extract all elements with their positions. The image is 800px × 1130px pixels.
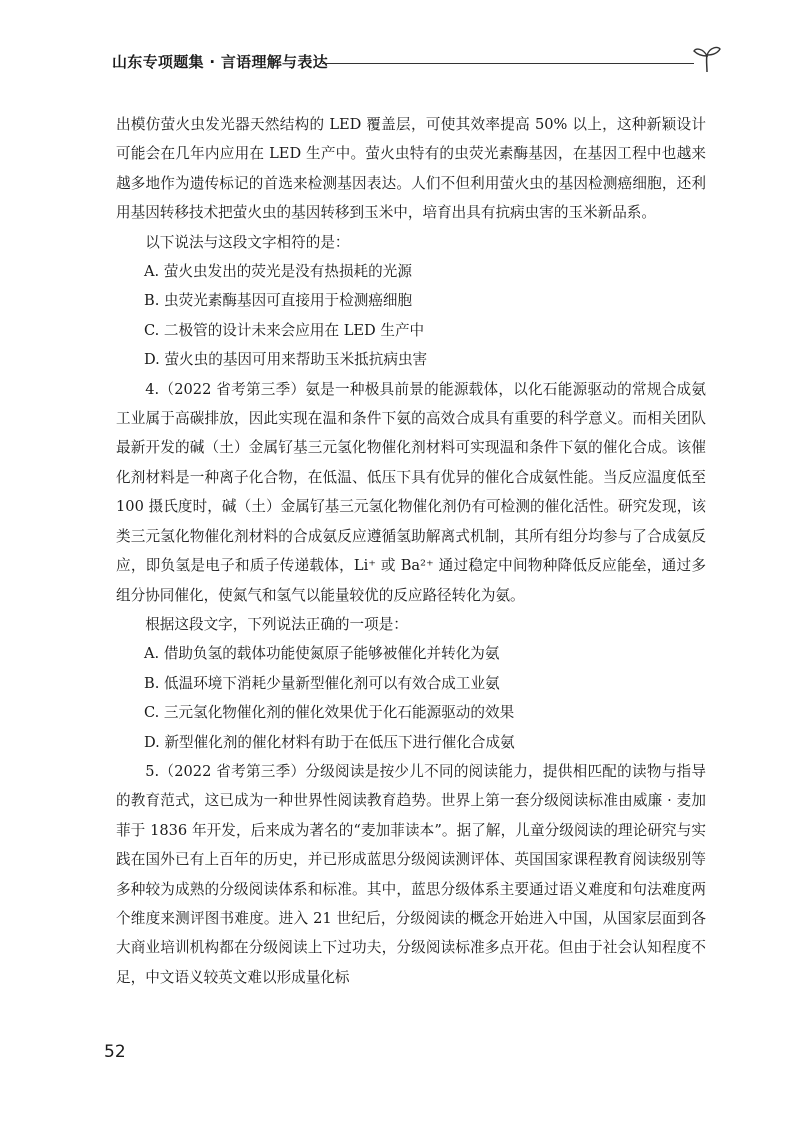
page-number: 52 bbox=[104, 1042, 126, 1062]
question-3-option-d: D. 萤火虫的基因可用来帮助玉米抵抗病虫害 bbox=[144, 351, 428, 369]
sprout-icon bbox=[690, 42, 724, 76]
question-3-option-c: C. 二极管的设计未来会应用在 LED 生产中 bbox=[144, 321, 425, 339]
question-4-option-b: B. 低温环境下消耗少量新型催化剂可以有效合成工业氨 bbox=[144, 674, 500, 692]
running-header bbox=[112, 48, 718, 78]
question-4-option-d: D. 新型催化剂的催化材料有助于在低压下进行催化合成氨 bbox=[144, 733, 515, 751]
page-content bbox=[116, 110, 706, 992]
question-3-option-b: B. 虫荧光素酶基因可直接用于检测癌细胞 bbox=[144, 292, 413, 310]
question-4-option-c: C. 三元氢化物催化剂的催化效果优于化石能源驱动的效果 bbox=[144, 704, 515, 722]
passage-continuation: 出模仿萤火虫发光器天然结构的 LED 覆盖层，可使其效率提高 50% 以上，这种新颖设计可能会在几年内应用在 LED 生产中。萤火虫特有的虫荧光素酶基因，在基因工程中也越来越多地作为遗传标记的首选来检测基因表达。人们不但利用萤火虫的基因检测癌细胞，还利用基因转移技术把萤火虫的基因转移到玉米中，培育出具有抗病虫害的玉米新品系。 bbox=[116, 116, 706, 222]
question-4-stem: 根据这段文字，下列说法正确的一项是： bbox=[145, 615, 408, 633]
question-3-stem: 以下说法与这段文字相符的是： bbox=[145, 233, 350, 251]
question-4-passage: 4.（2022 省考第三季）氨是一种极具前景的能源载体，以化石能源驱动的常规合成氨工业属于高碳排放，因此实现在温和条件下氨的高效合成具有重要的科学意义。而相关团队最新开发的碱（土）金属钌基三元氢化物催化剂材料可实现温和条件下氨的催化合成。该催化剂材料是一种离子化合物，在低温、低压下具有优异的催化合成氨性能。当反应温度低至 100 摄氏度时，碱（土）金属钌基三元氢化物催化剂仍有可检测的催化活性。研究发现，该类三元氢化物催化剂材料的合成氨反应遵循氢助解离式机制，其所有组分均参与了合成氨反应，即负氢是电子和质子传递载体，Li⁺ 或 Ba²⁺ 通过稳定中间物种降低反应能垒，通过多组分协同催化，使氮气和氢气以能量较优的反应路径转化为氨。 bbox=[116, 380, 706, 604]
question-3-option-a: A. 萤火虫发出的荧光是没有热损耗的光源 bbox=[144, 263, 412, 281]
header-rule bbox=[322, 63, 694, 64]
question-4-option-a: A. 借助负氢的载体功能使氮原子能够被催化并转化为氨 bbox=[144, 645, 500, 663]
question-5-passage: 5.（2022 省考第三季）分级阅读是按少儿不同的阅读能力，提供相匹配的读物与指导的教育范式，这已成为一种世界性阅读教育趋势。世界上第一套分级阅读标准由威廉 · 麦加菲于 1836 年开发，后来成为著名的“麦加菲读本”。据了解，儿童分级阅读的理论研究与实践在国外已有上百年的历史，并已形成蓝思分级阅读测评体、英国国家课程教育阅读级别等多种较为成熟的分级阅读体系和标准。其中，蓝思分级体系主要通过语义难度和句法难度两个维度来测评图书难度。进入 21 世纪后，分级阅读的概念开始进入中国，从国家层面到各大商业培训机构都在分级阅读上下过功夫，分级阅读标准多点开花。但由于社会认知程度不足，中文语义较英文难以形成量化标 bbox=[116, 762, 706, 986]
header-title: 山东专项题集 · 言语理解与表达 bbox=[112, 53, 328, 71]
